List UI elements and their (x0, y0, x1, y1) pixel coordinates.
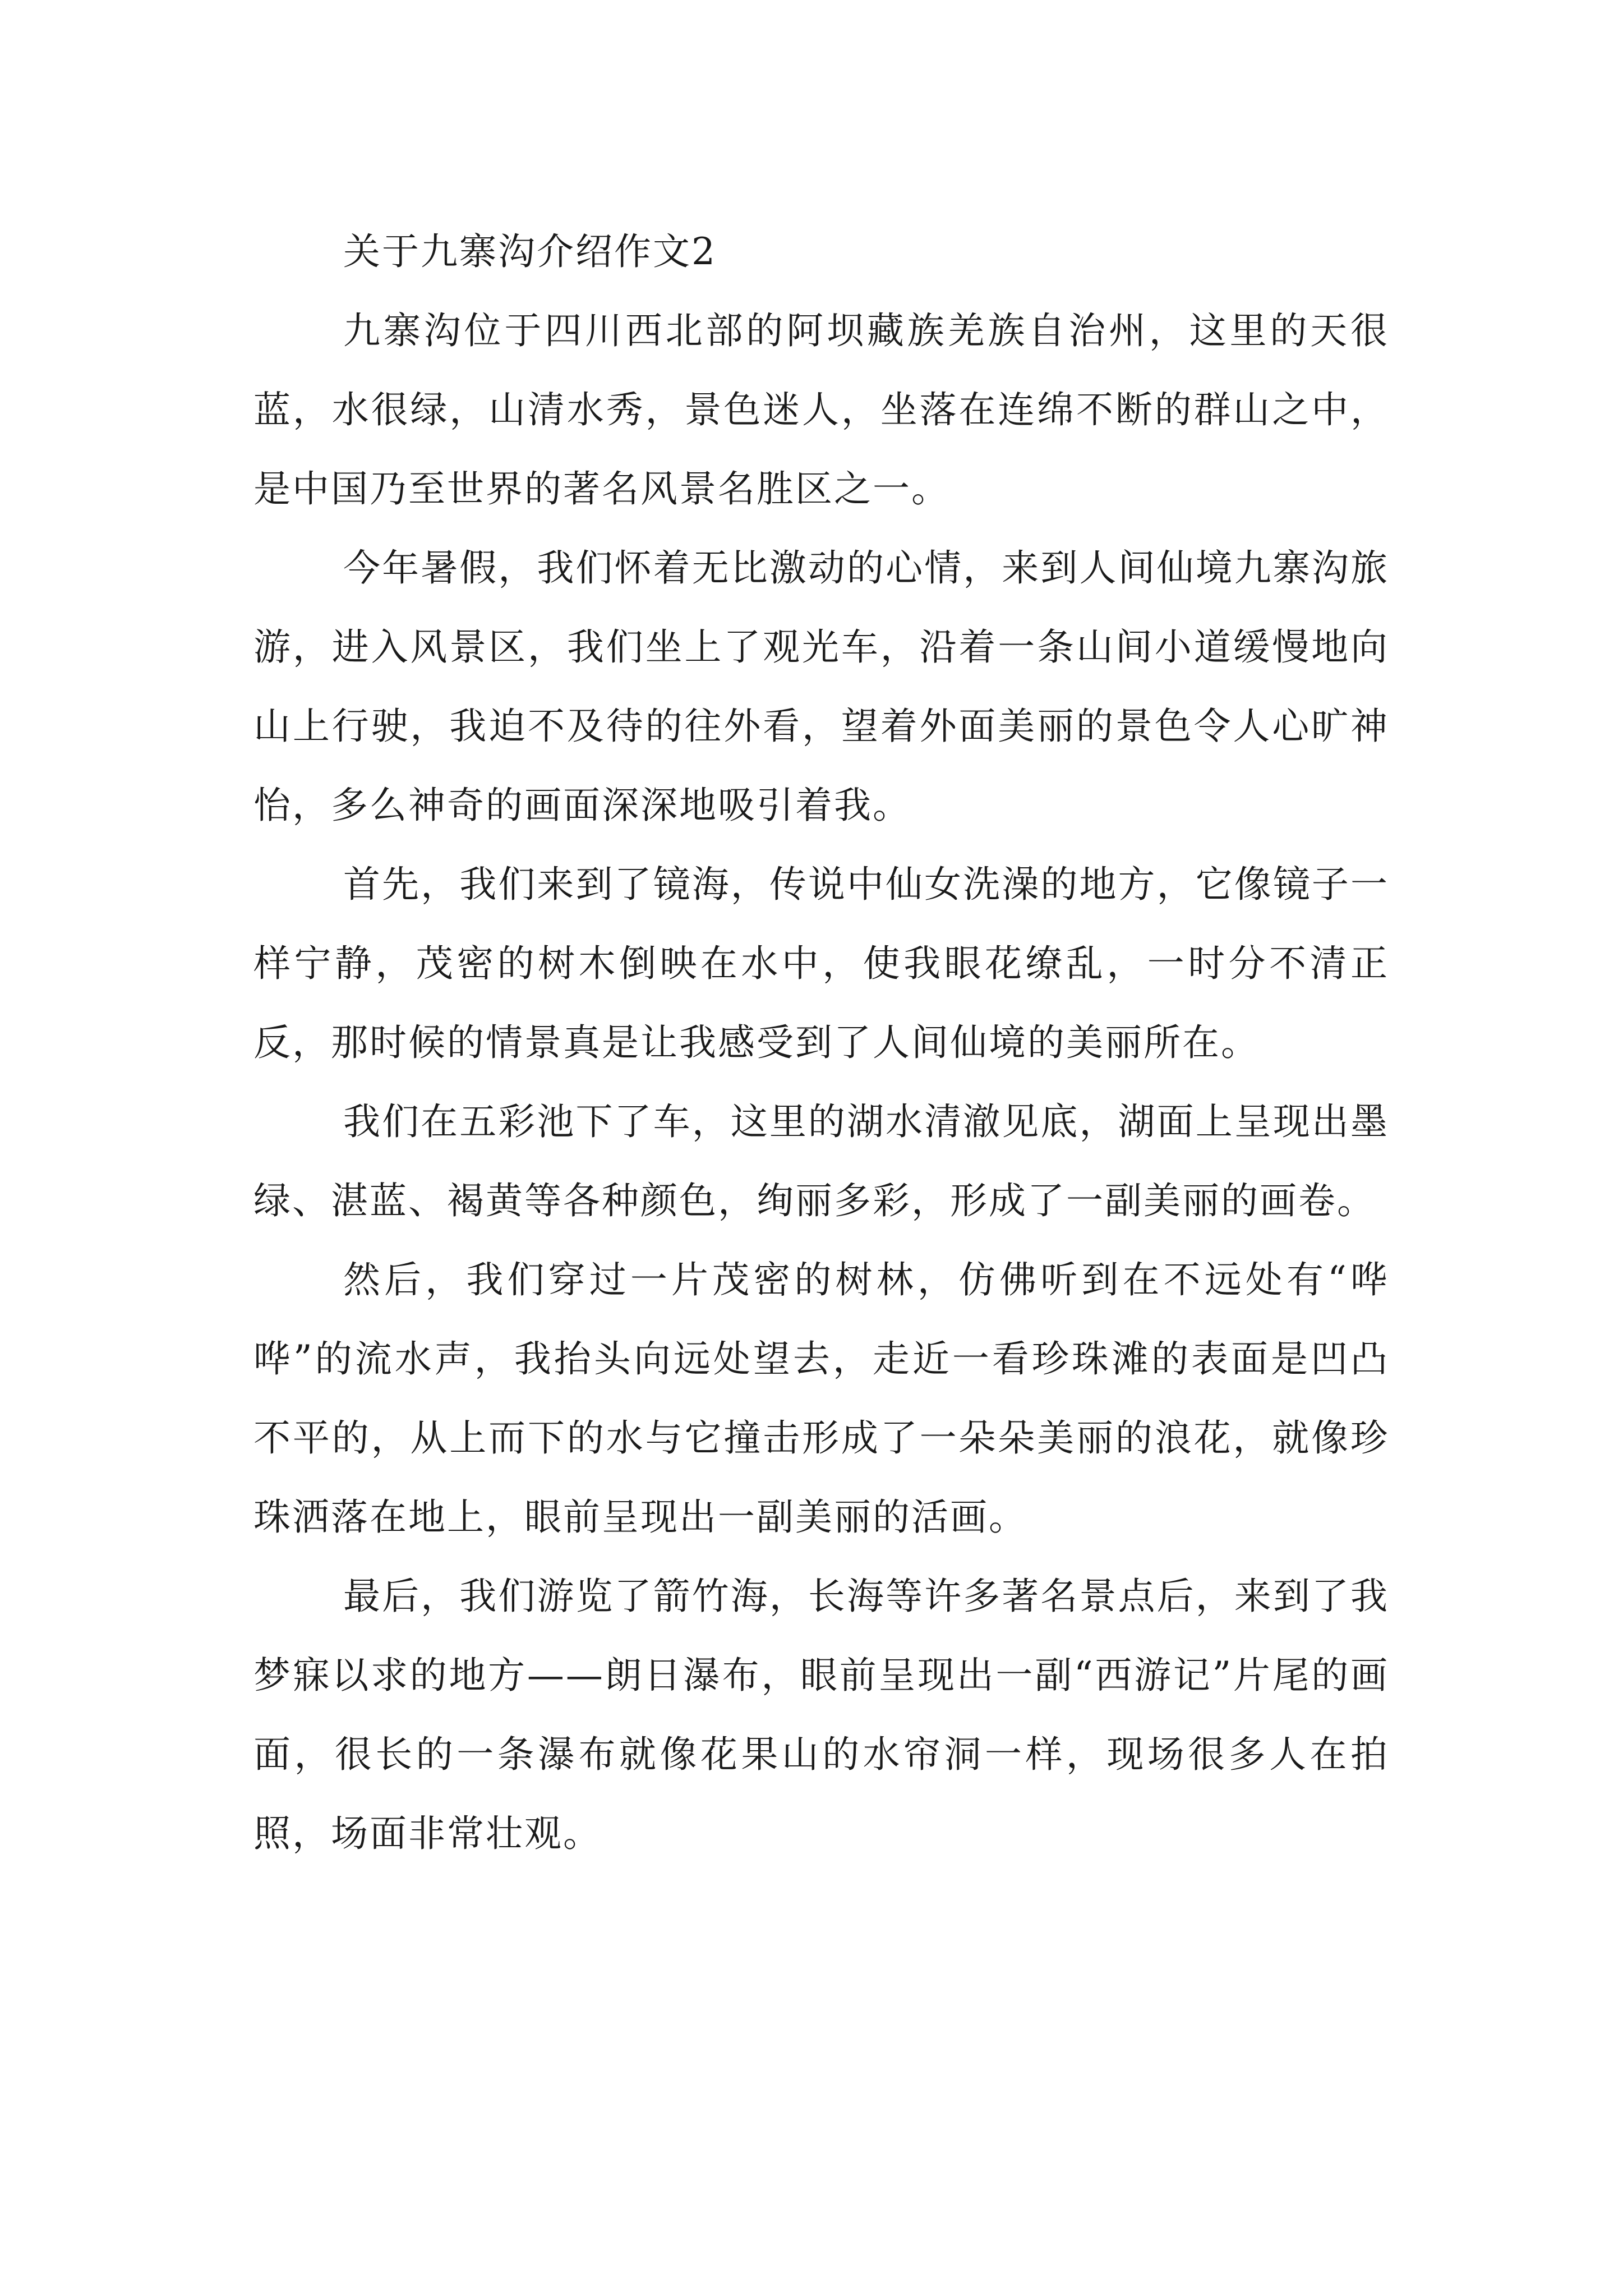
paragraph-trip: 今年暑假，我们怀着无比激动的心情，来到人间仙境九寨沟旅游，进入风景区，我们坐上了观光车，沿着一条山间小道缓慢地向山上行驶，我迫不及待的往外看，望着外面美丽的景色令人心旷神怡，多么神奇的画面深深地吸引着我。 (253, 546, 1389, 827)
paragraph-five-color-pool: 我们在五彩池下了车，这里的湖水清澈见底，湖面上呈现出墨绿、湛蓝、褐黄等各种颜色，绚丽多彩，形成了一副美丽的画卷。 (253, 1100, 1389, 1222)
document-title: 关于九寨沟介绍作文2 (343, 230, 717, 273)
paragraph-mirror-lake: 首先，我们来到了镜海，传说中仙女洗澡的地方，它像镜子一样宁静，茂密的树木倒映在水中，使我眼花缭乱，一时分不清正反，那时候的情景真是让我感受到了人间仙境的美丽所在。 (253, 863, 1389, 1064)
document-body (253, 212, 1389, 1873)
paragraph-intro: 九寨沟位于四川西北部的阿坝藏族羌族自治州，这里的天很蓝，水很绿，山清水秀，景色迷人，坐落在连绵不断的群山之中，是中国乃至世界的著名风景名胜区之一。 (253, 309, 1389, 510)
paragraph-waterfall: 最后，我们游览了箭竹海，长海等许多著名景点后，来到了我梦寐以求的地方——朗日瀑布，眼前呈现出一副“西游记”片尾的画面，很长的一条瀑布就像花果山的水帘洞一样，现场很多人在拍照，场面非常壮观。 (253, 1575, 1389, 1855)
paragraph-pearl-shoal: 然后，我们穿过一片茂密的树林，仿佛听到在不远处有“哗哗”的流水声，我抬头向远处望去，走近一看珍珠滩的表面是凹凸不平的，从上而下的水与它撞击形成了一朵朵美丽的浪花，就像珍珠洒落在地上，眼前呈现出一副美丽的活画。 (253, 1258, 1389, 1539)
